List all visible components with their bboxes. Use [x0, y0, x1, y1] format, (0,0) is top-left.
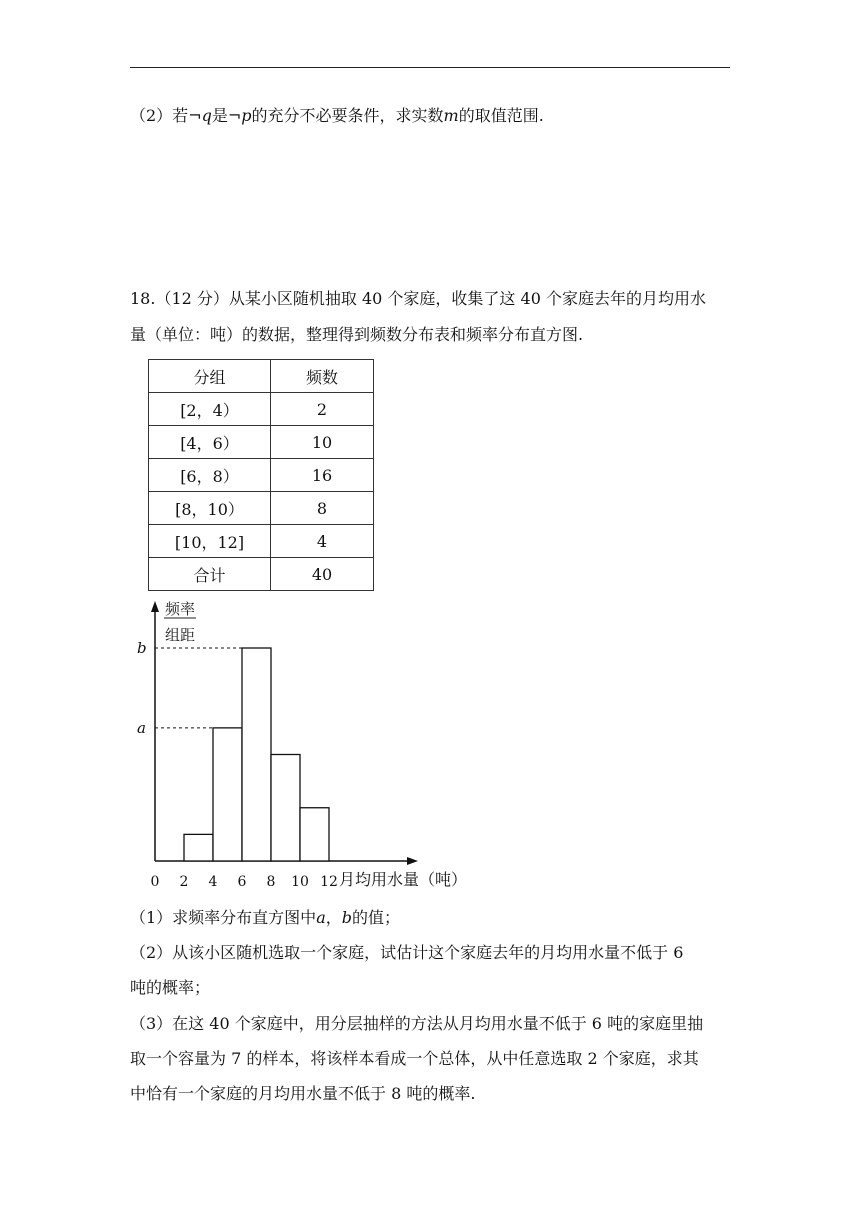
histogram-bar	[242, 648, 271, 861]
table-cell: [8，10）	[149, 492, 271, 525]
part1-sep: ，	[325, 908, 342, 927]
table-cell: [4，6）	[149, 426, 271, 459]
table-cell: 16	[271, 459, 374, 492]
part1-text: （1）求频率分布直方图中	[130, 908, 317, 927]
histogram-bar	[300, 808, 329, 861]
table-cell: [6，8）	[149, 459, 271, 492]
question18-part3-line2: 取一个容量为 7 的样本，将该样本看成一个总体，从中任意选取 2 个家庭，求其	[130, 1049, 699, 1068]
frequency-histogram	[130, 597, 500, 897]
question18-part3-line3: 中恰有一个家庭的月均用水量不低于 8 吨的概率.	[130, 1084, 476, 1103]
neg-q-symbol: ¬q	[188, 106, 212, 125]
y-axis-arrow	[151, 601, 159, 612]
table-header-row	[149, 360, 374, 393]
table-row	[149, 426, 374, 459]
x-axis-arrow	[407, 857, 418, 865]
table-row	[149, 459, 374, 492]
part2-prefix: （2）若	[130, 106, 189, 125]
question18-part2-line2: 吨的概率；	[130, 978, 211, 997]
y-label-top: 频率	[165, 600, 196, 618]
prev-question-part2	[130, 106, 544, 126]
part2-text: 是	[211, 106, 228, 125]
question18-part1	[130, 908, 400, 928]
x-tick-label: 0	[150, 874, 160, 890]
table-cell: 40	[271, 558, 374, 591]
part2-text: 的充分不必要条件，求实数	[251, 106, 444, 125]
table-header-cell: 频数	[271, 360, 374, 393]
x-tick-label: 8	[266, 874, 276, 890]
level-label-a: a	[137, 718, 146, 737]
header-rule	[130, 67, 730, 68]
table-cell: 10	[271, 426, 374, 459]
part2-suffix: 的取值范围.	[458, 106, 544, 125]
question18-line1: 18.（12 分）从某小区随机抽取 40 个家庭，收集了这 40 个家庭去年的月均用水	[130, 289, 706, 308]
table-total-row	[149, 558, 374, 591]
y-label-bottom: 组距	[165, 626, 196, 644]
histogram-bar	[271, 755, 300, 862]
table-cell: 合计	[149, 558, 271, 591]
table-row	[149, 525, 374, 558]
var-b: b	[341, 908, 352, 927]
question18-part3-line1: （3）在这 40 个家庭中，用分层抽样的方法从月均用水量不低于 6 吨的家庭里抽	[130, 1014, 704, 1033]
level-label-b: b	[137, 639, 147, 657]
x-tick-label: 12	[320, 874, 338, 890]
x-tick-label: 4	[208, 874, 218, 890]
table-cell: 8	[271, 492, 374, 525]
x-tick-label: 10	[291, 874, 309, 890]
table-cell: [2，4）	[149, 393, 271, 426]
table-header-cell: 分组	[149, 360, 271, 393]
x-tick-label: 2	[179, 874, 189, 890]
x-tick-label: 6	[237, 874, 247, 890]
table-cell: 4	[271, 525, 374, 558]
frequency-table	[148, 359, 374, 591]
neg-p-symbol: ¬p	[227, 106, 252, 125]
histogram-bar	[213, 728, 242, 861]
question18-part2-line1: （2）从该小区随机选取一个家庭，试估计这个家庭去年的月均用水量不低于 6	[130, 943, 684, 962]
table-row	[149, 393, 374, 426]
part1-suffix: 的值；	[352, 908, 401, 927]
x-axis-label: 月均用水量（吨）	[339, 870, 468, 889]
var-m: m	[443, 106, 459, 125]
histogram-bar	[184, 834, 213, 861]
var-a: a	[316, 908, 326, 927]
question18-line2: 量（单位：吨）的数据，整理得到频数分布表和频率分布直方图.	[130, 325, 584, 344]
table-cell: 2	[271, 393, 374, 426]
table-row	[149, 492, 374, 525]
table-cell: [10，12]	[149, 525, 271, 558]
